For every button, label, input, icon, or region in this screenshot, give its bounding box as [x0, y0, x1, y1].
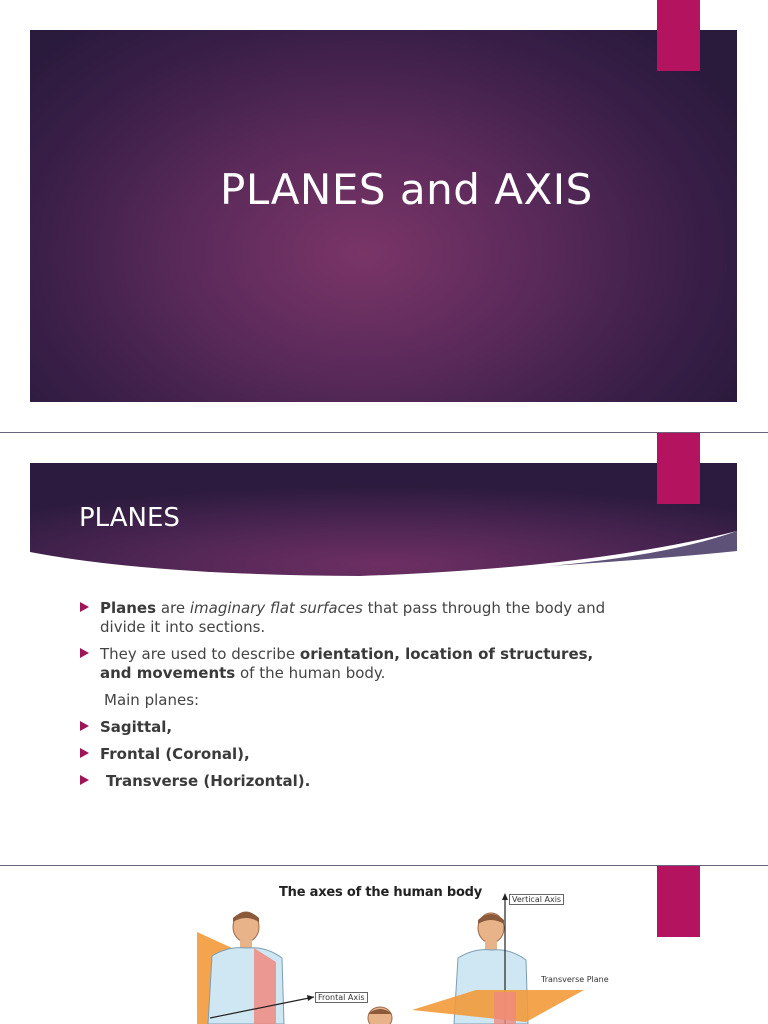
- triangle-bullet-icon: [80, 648, 89, 658]
- triangle-bullet-icon: [80, 775, 89, 785]
- frontal-axis-label: Frontal Axis: [315, 992, 368, 1003]
- vertical-axis-label: Vertical Axis: [509, 894, 564, 905]
- plane-name: Frontal (Coronal),: [100, 745, 250, 763]
- title-panel: [30, 30, 737, 402]
- bold-text: Planes: [100, 599, 157, 617]
- triangle-bullet-icon: [80, 721, 89, 731]
- body-axes-illustration: [0, 866, 768, 1024]
- list-item: [79, 599, 619, 637]
- text: of the human body.: [235, 664, 386, 682]
- bold-text: orientation, location of structures, and movements: [100, 645, 594, 682]
- italic-text: imaginary flat surfaces: [189, 599, 363, 617]
- section-title: PLANES: [79, 503, 180, 533]
- accent-tab: [657, 0, 700, 71]
- list-item: [79, 645, 619, 683]
- plane-name: Transverse (Horizontal).: [106, 772, 311, 790]
- text: are: [156, 599, 190, 617]
- planes-slide: [0, 433, 768, 865]
- figure-title: The axes of the human body: [279, 885, 483, 900]
- triangle-bullet-icon: [80, 602, 89, 612]
- slide-title: PLANES and AXIS: [220, 165, 593, 214]
- list-item: [79, 745, 619, 764]
- text: They are used to describe: [100, 645, 300, 663]
- bullet-list: [79, 599, 619, 799]
- list-item: [79, 718, 619, 737]
- list-item: [79, 772, 619, 791]
- title-slide: [0, 0, 768, 432]
- plane-name: Sagittal,: [100, 718, 173, 736]
- accent-tab: [657, 433, 700, 504]
- main-planes-label: Main planes:: [104, 691, 200, 709]
- text: that pass through the body and divide it into sections.: [100, 599, 606, 636]
- triangle-bullet-icon: [80, 748, 89, 758]
- transverse-plane-label: Transverse Plane: [541, 975, 609, 984]
- axes-slide: [0, 866, 768, 1024]
- list-item: [79, 691, 619, 710]
